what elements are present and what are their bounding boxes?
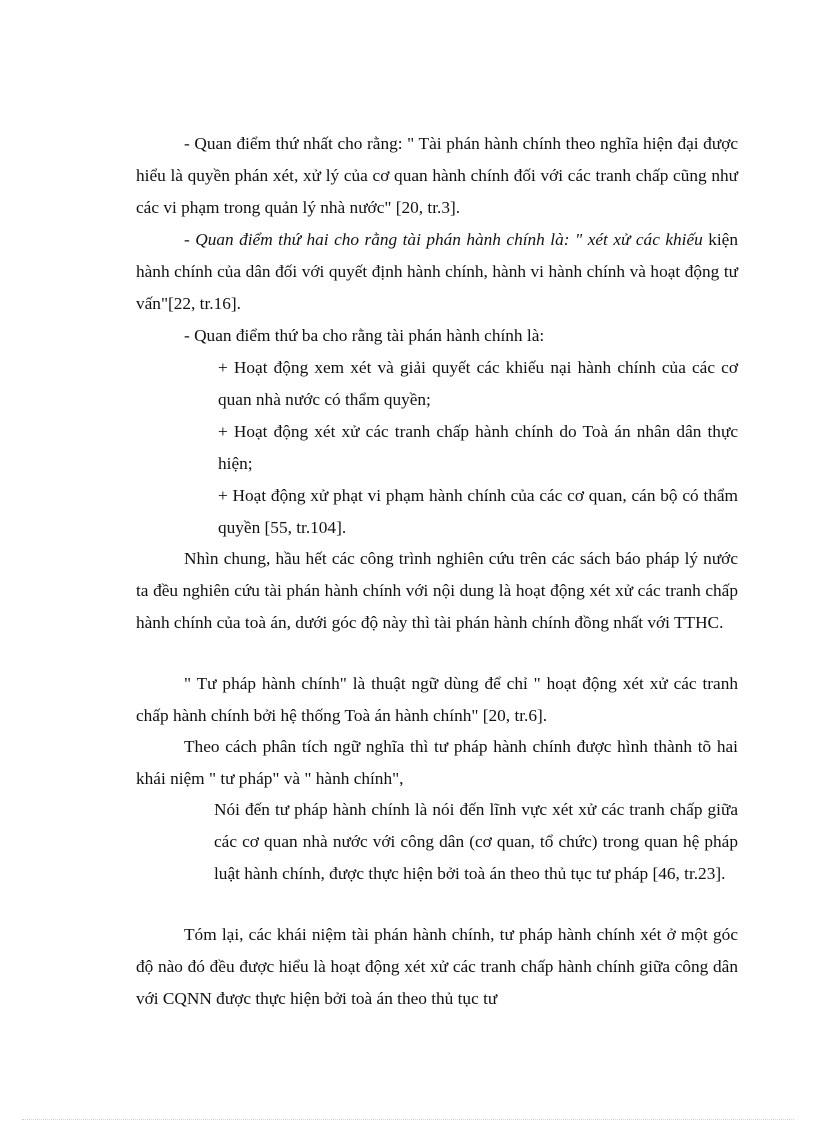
bullet-item-2 [218, 416, 738, 480]
paragraph-text: Tóm lại, các khái niệm tài phán hành chính, tư pháp hành chính xét ở một góc độ nào đó đều được hiểu là hoạt động xét xử các tranh chấp hành chính giữa công dân với CQNN được thực hiện bởi toà án theo thủ tục tư [136, 925, 738, 1009]
quote-block [214, 794, 738, 891]
paragraph-italic-text: - Quan điểm thứ hai cho rằng tài phán hành chính là: " xét xử các khiếu [184, 230, 703, 249]
paragraph-semantic-analysis [136, 731, 738, 795]
paragraph-first-view [136, 128, 738, 225]
paragraph-conclusion [136, 919, 738, 1016]
bullet-item-3 [218, 480, 738, 544]
quote-text: Nói đến tư pháp hành chính là nói đến lĩnh vực xét xử các tranh chấp giữa các cơ quan nhà nước với công dân (cơ quan, tổ chức) trong quan hệ pháp luật hành chính, được thực hiện bởi toà án theo thủ tục tư pháp [46, tr.23]. [214, 800, 738, 884]
paragraph-text: - Quan điểm thứ nhất cho rằng: " Tài phán hành chính theo nghĩa hiện đại được hiểu là quyền phán xét, xử lý của cơ quan hành chính đối với các tranh chấp cũng như các vi phạm trong quản lý nhà nước" [20, tr.3]. [136, 134, 738, 218]
paragraph-second-view [136, 224, 738, 321]
paragraph-text: Nhìn chung, hầu hết các công trình nghiên cứu trên các sách báo pháp lý nước ta đều nghiên cứu tài phán hành chính với nội dung là hoạt động xét xử các tranh chấp hành chính của toà án, dưới góc độ này thì tài phán hành chính đồng nhất với TTHC. [136, 549, 738, 633]
bullet-text: + Hoạt động xem xét và giải quyết các khiếu nại hành chính của các cơ quan nhà nước có thẩm quyền; [218, 358, 738, 410]
paragraph-admin-justice-definition [136, 668, 738, 732]
paragraph-third-view [136, 320, 738, 352]
paragraph-text: kiện hành chính của dân đối với quyết định hành chính, hành vi hành chính và hoạt động tư vấn"[22, tr.16]. [136, 230, 738, 314]
bullet-text: + Hoạt động xét xử các tranh chấp hành chính do Toà án nhân dân thực hiện; [218, 422, 738, 474]
paragraph-text: " Tư pháp hành chính" là thuật ngữ dùng để chỉ " hoạt động xét xử các tranh chấp hành chính bởi hệ thống Toà án hành chính" [20, tr.6]. [136, 674, 738, 726]
paragraph-text: Theo cách phân tích ngữ nghĩa thì tư pháp hành chính được hình thành tõ hai khái niệm " tư pháp" và " hành chính", [136, 737, 738, 789]
paragraph-text: - Quan điểm thứ ba cho rằng tài phán hành chính là: [184, 326, 545, 345]
bullet-text: + Hoạt động xử phạt vi phạm hành chính của các cơ quan, cán bộ có thẩm quyền [55, tr.104]. [218, 486, 738, 538]
paragraph-summary-admin-adjudication [136, 543, 738, 640]
bullet-item-1 [218, 352, 738, 416]
page-bottom-divider [22, 1119, 794, 1120]
